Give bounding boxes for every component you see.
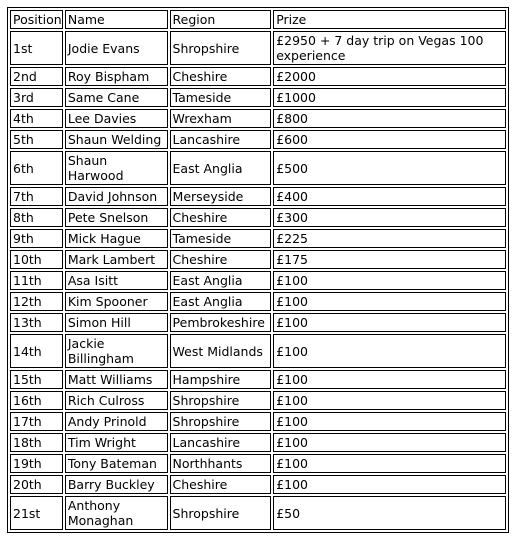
table-row	[10, 88, 506, 107]
cell-position: 4th	[10, 109, 63, 128]
cell-name: Shaun Harwood	[65, 151, 168, 185]
cell-position: 15th	[10, 370, 63, 389]
cell-name: David Johnson	[65, 187, 168, 206]
table-row	[10, 67, 506, 86]
cell-position: 9th	[10, 229, 63, 248]
cell-region: Shropshire	[170, 412, 272, 431]
cell-region: Shropshire	[170, 496, 272, 530]
cell-region: Wrexham	[170, 109, 272, 128]
cell-position: 6th	[10, 151, 63, 185]
header-position: Position	[10, 10, 63, 29]
cell-position: 11th	[10, 271, 63, 290]
cell-name: Pete Snelson	[65, 208, 168, 227]
cell-prize: £100	[273, 370, 506, 389]
table-row	[10, 454, 506, 473]
cell-prize: £800	[273, 109, 506, 128]
cell-region: Shropshire	[170, 391, 272, 410]
cell-prize: £100	[273, 334, 506, 368]
cell-region: West Midlands	[170, 334, 272, 368]
cell-region: Cheshire	[170, 475, 272, 494]
cell-region: Lancashire	[170, 433, 272, 452]
cell-position: 5th	[10, 130, 63, 149]
cell-region: Hampshire	[170, 370, 272, 389]
cell-prize: £500	[273, 151, 506, 185]
cell-region: Cheshire	[170, 250, 272, 269]
cell-region: East Anglia	[170, 271, 272, 290]
cell-position: 13th	[10, 313, 63, 332]
cell-name: Kim Spooner	[65, 292, 168, 311]
cell-prize: £50	[273, 496, 506, 530]
cell-name: Barry Buckley	[65, 475, 168, 494]
cell-position: 3rd	[10, 88, 63, 107]
table-row	[10, 433, 506, 452]
cell-name: Mick Hague	[65, 229, 168, 248]
cell-region: Cheshire	[170, 67, 272, 86]
cell-name: Andy Prinold	[65, 412, 168, 431]
table-row	[10, 229, 506, 248]
table-row	[10, 208, 506, 227]
table-row	[10, 109, 506, 128]
cell-name: Tony Bateman	[65, 454, 168, 473]
cell-name: Matt Williams	[65, 370, 168, 389]
cell-name: Tim Wright	[65, 433, 168, 452]
cell-prize: £100	[273, 475, 506, 494]
cell-position: 8th	[10, 208, 63, 227]
header-prize: Prize	[273, 10, 506, 29]
cell-region: Northhants	[170, 454, 272, 473]
cell-prize: £600	[273, 130, 506, 149]
results-table	[7, 7, 509, 533]
cell-region: Pembrokeshire	[170, 313, 272, 332]
header-name: Name	[65, 10, 168, 29]
cell-name: Shaun Welding	[65, 130, 168, 149]
table-row	[10, 412, 506, 431]
cell-position: 14th	[10, 334, 63, 368]
cell-prize: £175	[273, 250, 506, 269]
table-row	[10, 271, 506, 290]
cell-prize: £2000	[273, 67, 506, 86]
results-table-container	[7, 7, 509, 533]
cell-prize: £100	[273, 433, 506, 452]
cell-region: Cheshire	[170, 208, 272, 227]
cell-prize: £100	[273, 454, 506, 473]
table-row	[10, 370, 506, 389]
cell-name: Mark Lambert	[65, 250, 168, 269]
table-row	[10, 391, 506, 410]
cell-prize: £400	[273, 187, 506, 206]
cell-prize: £100	[273, 271, 506, 290]
cell-position: 16th	[10, 391, 63, 410]
header-region: Region	[170, 10, 272, 29]
cell-name: Jackie Billingham	[65, 334, 168, 368]
cell-position: 18th	[10, 433, 63, 452]
cell-name: Same Cane	[65, 88, 168, 107]
cell-region: Merseyside	[170, 187, 272, 206]
cell-name: Simon Hill	[65, 313, 168, 332]
cell-prize: £100	[273, 292, 506, 311]
cell-region: Tameside	[170, 88, 272, 107]
cell-name: Lee Davies	[65, 109, 168, 128]
cell-position: 12th	[10, 292, 63, 311]
table-row	[10, 151, 506, 185]
table-row	[10, 292, 506, 311]
cell-position: 7th	[10, 187, 63, 206]
cell-prize: £2950 + 7 day trip on Vegas 100 experience	[273, 31, 506, 65]
cell-region: Tameside	[170, 229, 272, 248]
cell-position: 20th	[10, 475, 63, 494]
table-row	[10, 31, 506, 65]
cell-name: Jodie Evans	[65, 31, 168, 65]
cell-prize: £1000	[273, 88, 506, 107]
cell-position: 17th	[10, 412, 63, 431]
cell-region: Shropshire	[170, 31, 272, 65]
table-row	[10, 187, 506, 206]
cell-position: 1st	[10, 31, 63, 65]
table-row	[10, 313, 506, 332]
cell-name: Anthony Monaghan	[65, 496, 168, 530]
cell-position: 10th	[10, 250, 63, 269]
table-row	[10, 496, 506, 530]
cell-name: Asa Isitt	[65, 271, 168, 290]
cell-prize: £100	[273, 313, 506, 332]
cell-position: 19th	[10, 454, 63, 473]
table-row	[10, 334, 506, 368]
cell-prize: £100	[273, 391, 506, 410]
cell-prize: £100	[273, 412, 506, 431]
cell-region: East Anglia	[170, 151, 272, 185]
cell-name: Roy Bispham	[65, 67, 168, 86]
cell-region: Lancashire	[170, 130, 272, 149]
cell-name: Rich Culross	[65, 391, 168, 410]
cell-prize: £225	[273, 229, 506, 248]
cell-position: 2nd	[10, 67, 63, 86]
cell-prize: £300	[273, 208, 506, 227]
cell-position: 21st	[10, 496, 63, 530]
table-body	[10, 31, 506, 530]
table-row	[10, 475, 506, 494]
header-row	[10, 10, 506, 29]
table-row	[10, 130, 506, 149]
cell-region: East Anglia	[170, 292, 272, 311]
table-row	[10, 250, 506, 269]
